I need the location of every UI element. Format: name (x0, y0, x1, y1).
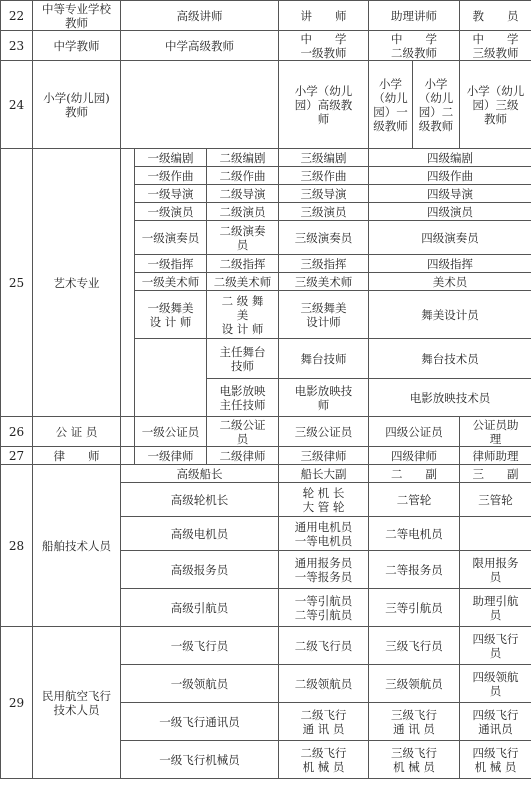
table-cell: 四级编剧 (369, 149, 531, 167)
table-cell: 小学 （幼儿 园）一 级教师 (369, 61, 413, 149)
table-cell: 高级引航员 (121, 589, 279, 627)
table-cell: 一级飞行员 (121, 627, 279, 665)
table-cell: 三级编剧 (279, 149, 369, 167)
table-cell: 四级作曲 (369, 167, 531, 185)
table-cell: 三管轮 (460, 483, 531, 517)
row-number-cell: 26 (1, 417, 33, 447)
table-cell: 通用报务员 一等报务员 (279, 551, 369, 589)
table-cell: 二级编剧 (207, 149, 279, 167)
row-number-cell: 23 (1, 31, 33, 61)
table-cell: 二级飞行 机 械 员 (279, 741, 369, 779)
table-cell: 舞台技术员 (369, 339, 531, 379)
table-cell: 三级演员 (279, 203, 369, 221)
table-cell: 高级电机员 (121, 517, 279, 551)
table-cell: 小学（幼儿 园）高级教 师 (279, 61, 369, 149)
table-cell: 一级编剧 (135, 149, 207, 167)
table-row (1, 447, 531, 465)
table-cell (121, 61, 279, 149)
table-cell: 一级指挥 (135, 255, 207, 273)
table-cell: 二级公证 员 (207, 417, 279, 447)
row-number-cell: 25 (1, 149, 33, 417)
row-number-cell: 22 (1, 1, 33, 31)
table-cell: 四级飞行 机 械 员 (460, 741, 531, 779)
table-cell: 一级公证员 (135, 417, 207, 447)
table-cell: 公 证 员 (33, 417, 121, 447)
table-cell: 中等专业学校 教师 (33, 1, 121, 31)
table-cell (135, 339, 207, 417)
table-cell: 二级飞行 通 讯 员 (279, 703, 369, 741)
table-cell: 二 级 舞 美 设 计 师 (207, 291, 279, 339)
table-body (1, 1, 531, 779)
table-cell: 电影放映 主任技师 (207, 379, 279, 417)
table-cell: 小学（幼儿 园）三级 教师 (460, 61, 531, 149)
table-cell: 电影放映技 师 (279, 379, 369, 417)
table-cell: 三级美术师 (279, 273, 369, 291)
table-cell: 高级报务员 (121, 551, 279, 589)
table-cell: 四级导演 (369, 185, 531, 203)
table-cell: 四级飞行 员 (460, 627, 531, 665)
table-cell: 民用航空飞行 技术人员 (33, 627, 121, 779)
row-number-cell: 27 (1, 447, 33, 465)
table-cell: 三级飞行员 (369, 627, 460, 665)
table-cell (460, 517, 531, 551)
table-cell: 二级作曲 (207, 167, 279, 185)
table-cell: 三级指挥 (279, 255, 369, 273)
row-number-cell: 28 (1, 465, 33, 627)
table-cell: 中 学 二级教师 (369, 31, 460, 61)
table-cell: 教 员 (460, 1, 531, 31)
table-cell: 二级导演 (207, 185, 279, 203)
table-cell: 二管轮 (369, 483, 460, 517)
table-cell: 船长大副 (279, 465, 369, 483)
table-cell: 律师助理 (460, 447, 531, 465)
table-cell: 律 师 (33, 447, 121, 465)
table-cell: 一级飞行通讯员 (121, 703, 279, 741)
table-cell: 四级飞行 通讯员 (460, 703, 531, 741)
table-cell: 高级讲师 (121, 1, 279, 31)
table-cell: 一等引航员 二等引航员 (279, 589, 369, 627)
table-cell: 三级演奏员 (279, 221, 369, 255)
table-cell: 三级作曲 (279, 167, 369, 185)
table-cell: 公证员助 理 (460, 417, 531, 447)
table-cell: 四级公证员 (369, 417, 460, 447)
table-cell: 四级演员 (369, 203, 531, 221)
row-number-cell: 29 (1, 627, 33, 779)
table-cell: 二级飞行员 (279, 627, 369, 665)
table-cell: 二级美术师 (207, 273, 279, 291)
table-cell: 小学 （幼儿 园）二 级教师 (413, 61, 460, 149)
table-cell: 小学(幼儿园) 教师 (33, 61, 121, 149)
table-cell: 三级舞美 设计师 (279, 291, 369, 339)
table-cell: 三级公证员 (279, 417, 369, 447)
table-row (1, 627, 531, 665)
table-cell: 四级律师 (369, 447, 460, 465)
table-cell: 助理引航 员 (460, 589, 531, 627)
table-cell: 三级律师 (279, 447, 369, 465)
table-cell: 三级飞行 机 械 员 (369, 741, 460, 779)
table-cell: 二级指挥 (207, 255, 279, 273)
table-cell: 三级飞行 通 讯 员 (369, 703, 460, 741)
table-cell: 二级领航员 (279, 665, 369, 703)
table-cell: 中 学 三级教师 (460, 31, 531, 61)
row-number-cell: 24 (1, 61, 33, 149)
table-cell: 主任舞台 技师 (207, 339, 279, 379)
table-row (1, 61, 531, 149)
table-cell: 二等电机员 (369, 517, 460, 551)
table-cell: 艺术专业 (33, 149, 121, 417)
table-row (1, 149, 531, 167)
table-cell: 高级船长 (121, 465, 279, 483)
table-row (1, 1, 531, 31)
table-cell: 通用电机员 一等电机员 (279, 517, 369, 551)
table-cell (121, 149, 135, 417)
table-cell: 二等报务员 (369, 551, 460, 589)
table-row (1, 31, 531, 61)
table-cell: 舞台技师 (279, 339, 369, 379)
table-row (1, 465, 531, 483)
table-cell: 一级舞美 设 计 师 (135, 291, 207, 339)
table-cell: 中学高级教师 (121, 31, 279, 61)
table-cell: 一级演奏员 (135, 221, 207, 255)
table-cell: 舞美设计员 (369, 291, 531, 339)
table-cell: 三级导演 (279, 185, 369, 203)
table-cell: 二级演员 (207, 203, 279, 221)
table-cell: 一级律师 (135, 447, 207, 465)
table-cell: 一级作曲 (135, 167, 207, 185)
table-cell: 高级轮机长 (121, 483, 279, 517)
table-cell: 一级美术师 (135, 273, 207, 291)
table-cell: 轮 机 长 大 管 轮 (279, 483, 369, 517)
table-cell (121, 447, 135, 465)
table-cell: 二级演奏 员 (207, 221, 279, 255)
table-cell: 限用报务 员 (460, 551, 531, 589)
table-cell: 讲 师 (279, 1, 369, 31)
table-cell: 美术员 (369, 273, 531, 291)
table-cell: 船舶技术人员 (33, 465, 121, 627)
table-cell (121, 417, 135, 447)
table-cell: 中学教师 (33, 31, 121, 61)
table-cell: 三等引航员 (369, 589, 460, 627)
table-cell: 二级律师 (207, 447, 279, 465)
table-cell: 助理讲师 (369, 1, 460, 31)
table-cell: 四级指挥 (369, 255, 531, 273)
table-cell: 三级领航员 (369, 665, 460, 703)
table-cell: 四级演奏员 (369, 221, 531, 255)
table-cell: 三 副 (460, 465, 531, 483)
table-cell: 四级领航 员 (460, 665, 531, 703)
table-cell: 二 副 (369, 465, 460, 483)
table-cell: 一级领航员 (121, 665, 279, 703)
table-cell: 中 学 一级教师 (279, 31, 369, 61)
table-cell: 一级飞行机械员 (121, 741, 279, 779)
table-cell: 一级演员 (135, 203, 207, 221)
table-cell: 电影放映技术员 (369, 379, 531, 417)
table-row (1, 417, 531, 447)
table-cell: 一级导演 (135, 185, 207, 203)
